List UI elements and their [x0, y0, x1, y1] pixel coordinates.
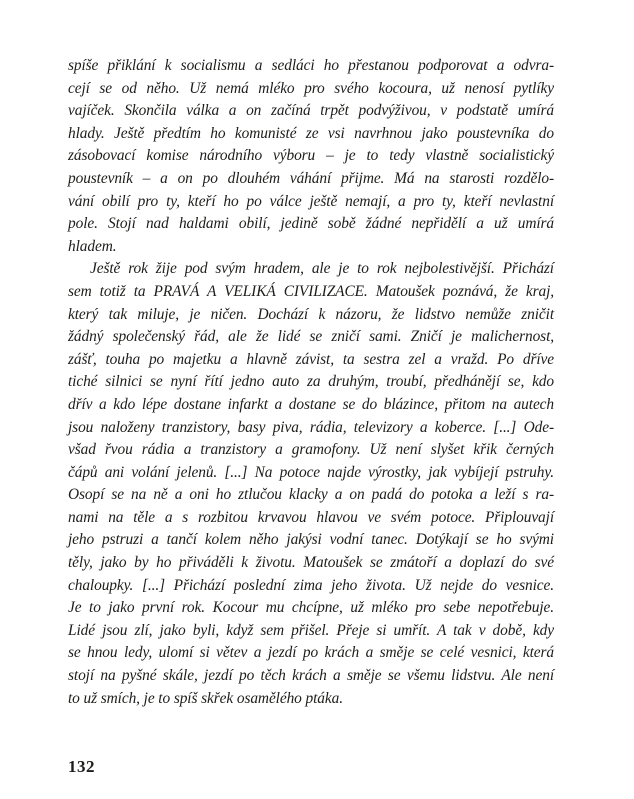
text-line: zásobovací komise národního výboru – je to tedy vlastně socialistický: [68, 147, 554, 165]
text-line: vání obilí pro ty, kteří ho po válce ještě nemají, a pro ty, kteří nevlastní: [68, 192, 554, 210]
text-line: hladem.: [68, 237, 117, 255]
text-line: Ještě rok žije pod svým hradem, ale je to rok nejbolestivější. Přichází: [90, 260, 554, 278]
text-line: všad řvou rádia a tranzistory a gramofony. Už není slyšet křik černých: [68, 441, 554, 459]
text-line: čápů ani volání jelenů. [...] Na potoce najde výrostky, jak vybíjejí pstruhy.: [68, 463, 554, 481]
text-line: jsou naloženy tranzistory, basy piva, rádia, televizory a koberce. [...] Ode-: [68, 418, 554, 436]
text-line: cejí se od něho. Už nemá mléko pro svého kocoura, už nenosí pytlíky: [68, 79, 554, 97]
paragraph: [68, 258, 554, 710]
page-number: 132: [68, 757, 95, 776]
text-line: jeho pstruzi a tančí kolem něho jakýsi vodní tanec. Dotýkají se ho svými: [68, 531, 554, 549]
text-line: Lidé jsou zlí, jako byli, když sem přišel. Přeje si umřít. A tak v době, kdy: [68, 621, 554, 639]
text-line: zášť, touha po majetku a hlavně závist, ta sestra zel a vražd. Po dříve: [68, 350, 554, 368]
text-line: pole. Stojí nad haldami obilí, jedině sobě žádné nepřidělí a už umírá: [68, 215, 554, 233]
text-line: spíše přiklání k socialismu a sedláci ho přestanou podporovat a odvra-: [68, 57, 554, 74]
text-line: hlady. Ještě předtím ho komunisté ze vsi navrhnou jako poustevníka do: [68, 124, 554, 142]
text-line: nami na těle a s rozbitou krvavou hlavou ve svém potoce. Připlouvají: [68, 508, 554, 526]
text-line: sem totiž ta PRAVÁ A VELIKÁ CIVILIZACE. Matoušek poznává, že kraj,: [68, 282, 554, 300]
text-line: těly, jako by ho přiváděli k životu. Matoušek se zmátoří a doplazí do své: [68, 554, 554, 572]
text-line: to už smích, je to spíš skřek osamělého ptáka.: [68, 689, 343, 707]
text-line: dřív a kdo lépe dostane infarkt a dostane se do blázince, přitom na autech: [68, 395, 554, 413]
paragraph: [68, 55, 554, 258]
text-line: Je to jako první rok. Kocour mu chcípne, už mléko pro sebe nepotřebuje.: [68, 599, 554, 617]
text-line: se hnou ledy, ulomí si větev a jezdí po krách a směje se celé vesnici, která: [68, 644, 554, 662]
text-line: poustevník – a on po dlouhém váhání přijme. Má na starosti rozdělo-: [68, 169, 554, 187]
body-text: [68, 55, 554, 710]
text-line: vajíček. Skončila válka a on začíná trpět podvýživou, v podstatě umírá: [68, 102, 554, 120]
text-line: žádný společenský řád, ale že lidé se zničí sami. Zničí je malichernost,: [68, 328, 554, 346]
text-line: stojí na pyšné skále, jezdí po těch krách a směje se všemu lidstvu. Ale není: [68, 667, 554, 685]
text-line: tiché silnici se nyní řítí jedno auto za druhým, troubí, předhánějí se, kdo: [68, 373, 554, 391]
text-line: Osopí se na ně a oni ho ztlučou klacky a on padá do potoka a leží s ra-: [68, 486, 554, 504]
text-line: chaloupky. [...] Přichází poslední zima jeho života. Už nejde do vesnice.: [68, 576, 554, 594]
text-line: který tak miluje, je ničen. Dochází k názoru, že lidstvo nemůže zničit: [68, 305, 554, 323]
